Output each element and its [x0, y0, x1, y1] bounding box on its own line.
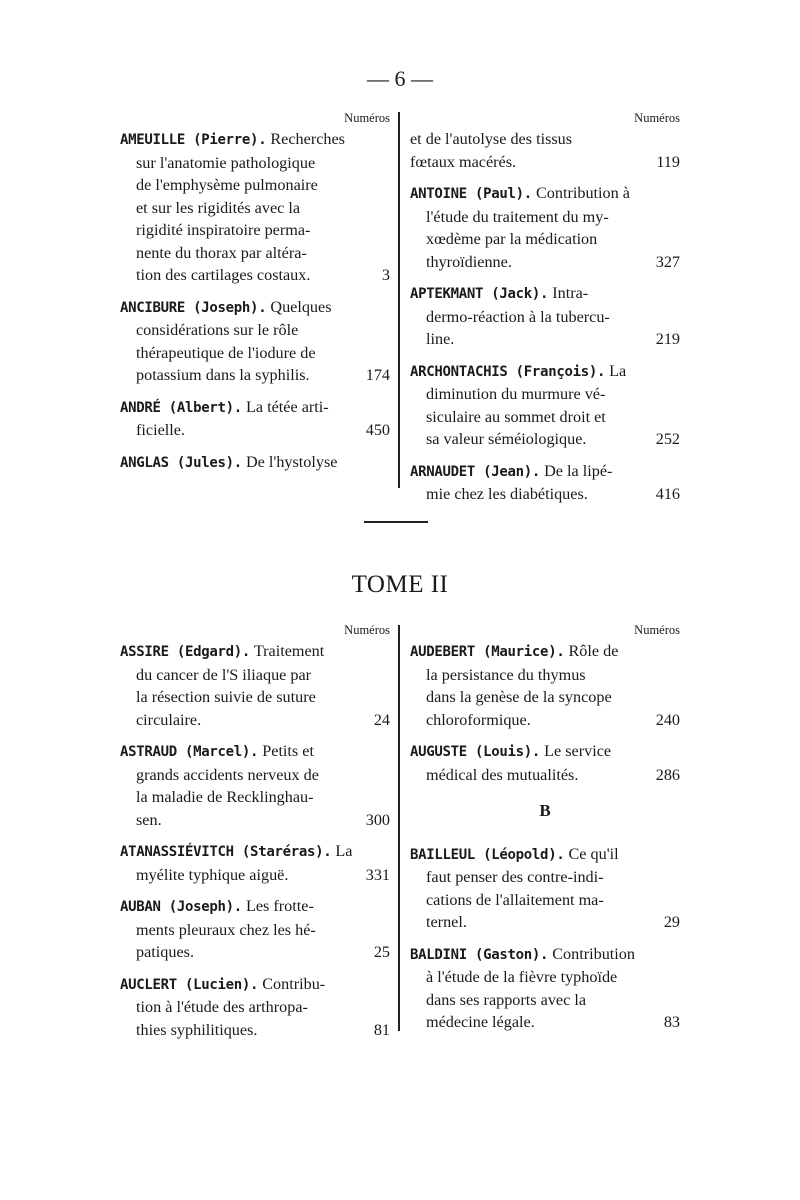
index-entry	[120, 451, 390, 475]
entry-text-line: considérations sur le rôle	[136, 321, 299, 339]
section2-right-column	[410, 622, 680, 1043]
entry-number: 81	[373, 1020, 390, 1039]
index-entry	[120, 640, 390, 731]
entry-text-line: sur l'anatomie pathologique	[136, 153, 316, 172]
entry-text-line: ternel.	[426, 913, 467, 931]
entry-text-line: dermo-réaction à la tubercu-	[426, 307, 610, 326]
author-name: ATANASSIÉVITCH (Staréras).	[120, 844, 332, 860]
entry-text-line: la persistance du thymus	[426, 665, 586, 684]
entry-text: La	[609, 361, 627, 380]
column-divider	[398, 112, 400, 488]
entry-text: Traitement	[253, 642, 325, 660]
entry-first-line	[410, 282, 680, 306]
index-entry	[120, 396, 390, 442]
entry-first-line	[410, 460, 680, 484]
entry-number: 252	[655, 430, 680, 448]
author-name: AUGUSTE (Louis).	[410, 744, 541, 760]
entry-first-line	[120, 840, 390, 864]
entry-number: 240	[655, 710, 680, 729]
entry-first-line	[410, 360, 680, 384]
column-divider	[398, 625, 400, 1031]
entry-text: De la lipé-	[544, 461, 613, 480]
author-name: AUCLERT (Lucien).	[120, 976, 259, 993]
entry-text: Ce qu'il	[568, 844, 619, 863]
entry-text-line: à l'étude de la fièvre typhoïde	[426, 968, 618, 986]
entry-text-line: patiques.	[136, 943, 194, 961]
entry-number: 119	[656, 152, 680, 171]
entry-text-line: rigidité inspiratoire perma-	[136, 221, 311, 239]
entry-text: Petits et	[262, 742, 314, 760]
index-entry	[120, 895, 390, 964]
entry-first-line	[410, 843, 680, 867]
entry-text-line: xœdème par la médication	[426, 230, 598, 248]
entry-first-line	[120, 128, 390, 152]
index-entry	[120, 740, 390, 831]
entry-number: 25	[373, 943, 390, 961]
entry-first-line	[120, 396, 390, 420]
entry-first-line	[120, 451, 390, 475]
index-entry	[410, 128, 680, 173]
entry-number: 327	[655, 252, 680, 271]
entry-text-line: la résection suivie de suture	[136, 688, 316, 706]
index-entry	[120, 840, 390, 886]
entry-number: 29	[663, 913, 680, 931]
entry-text: Quelques	[270, 297, 332, 316]
entry-text: Le service	[544, 742, 612, 760]
entry-number: 286	[655, 765, 680, 784]
entry-text-line: circulaire.	[136, 710, 202, 729]
entry-text-line: fœtaux macérés.	[410, 152, 517, 171]
index-entry	[410, 740, 680, 786]
entry-first-line	[410, 943, 680, 967]
entry-number: 219	[655, 330, 680, 348]
entry-text-line: tion à l'étude des arthropa-	[136, 998, 308, 1016]
author-name: BALDINI (Gaston).	[410, 946, 549, 963]
index-entry	[120, 296, 390, 387]
entry-text-line: l'étude du traitement du my-	[426, 207, 609, 226]
entry-text: Recherches	[270, 130, 345, 148]
entry-first-line	[410, 182, 680, 206]
author-name: AUDEBERT (Maurice).	[410, 644, 565, 660]
entry-text: Contribution	[552, 944, 635, 963]
entry-number: 24	[373, 710, 390, 729]
entry-text-line: myélite typhique aiguë.	[136, 865, 289, 884]
entry-number: 174	[365, 366, 390, 384]
entry-text: La tétée arti-	[245, 397, 329, 416]
author-name: APTEKMANT (Jack).	[410, 286, 549, 302]
entry-text-line: dans la genèse de la syncope	[426, 688, 612, 706]
entry-text-line: mie chez les diabétiques.	[426, 485, 588, 503]
entry-text-line: potassium dans la syphilis.	[136, 366, 310, 384]
entry-number: 3	[381, 266, 390, 284]
author-name: ANGLAS (Jules).	[120, 454, 242, 471]
entry-first-line	[120, 296, 390, 320]
entry-text-line: médical des mutualités.	[426, 765, 579, 784]
section1-left-column	[120, 110, 390, 483]
author-name: ANTOINE (Paul).	[410, 186, 532, 202]
tome-title: TOME II	[351, 571, 449, 598]
index-entry	[410, 360, 680, 451]
entry-number: 331	[365, 865, 390, 884]
entry-text-line: la maladie de Recklinghau-	[136, 788, 314, 806]
section1-right-column	[410, 110, 680, 515]
entry-text-line: et de l'autolyse des tissus	[410, 130, 573, 148]
entry-text-line: thies syphilitiques.	[136, 1020, 258, 1039]
author-name: ASSIRE (Edgard).	[120, 644, 251, 660]
section-divider	[364, 521, 428, 523]
entry-number: 83	[663, 1013, 680, 1031]
entry-text-line: faut penser des contre-indi-	[426, 868, 604, 886]
entry-text-line: thyroïdienne.	[426, 252, 512, 271]
author-name: AMEUILLE (Pierre).	[120, 132, 267, 148]
entry-text-line: ments pleuraux chez les hé-	[136, 920, 316, 939]
entry-number: 416	[655, 485, 680, 503]
page-number: — 6 —	[367, 66, 433, 91]
index-entry	[410, 282, 680, 351]
entry-text-line: de l'emphysème pulmonaire	[136, 176, 318, 194]
author-name: ANCIBURE (Joseph).	[120, 299, 267, 316]
index-entry	[410, 943, 680, 1034]
entry-text: Contribution à	[535, 184, 630, 202]
entry-text-line: ficielle.	[136, 421, 185, 439]
author-name: AUBAN (Joseph).	[120, 899, 242, 915]
letter-heading: B	[539, 801, 551, 820]
numeros-label: Numéros	[344, 623, 390, 637]
entry-text-line: sa valeur séméiologique.	[426, 430, 587, 448]
entry-number: 300	[365, 810, 390, 829]
section2-left-column	[120, 622, 390, 1050]
entry-text-line: thérapeutique de l'iodure de	[136, 343, 316, 362]
entry-text-line: tion des cartilages costaux.	[136, 266, 311, 284]
entry-text-line: chloroformique.	[426, 710, 531, 729]
entry-text-line: nente du thorax par altéra-	[136, 243, 307, 262]
entry-text-line: du cancer de l'S iliaque par	[136, 665, 312, 684]
entry-first-line	[120, 740, 390, 764]
entry-first-line	[410, 640, 680, 664]
entry-text: Intra-	[552, 284, 589, 302]
entry-text: La	[335, 842, 353, 860]
entry-number: 450	[365, 421, 390, 439]
entry-first-line	[410, 740, 680, 764]
entry-text-line: médecine légale.	[426, 1013, 535, 1031]
entry-text: Rôle de	[568, 642, 619, 660]
index-entry	[410, 640, 680, 731]
entry-text-line: siculaire au sommet droit et	[426, 407, 606, 426]
author-name: ARNAUDET (Jean).	[410, 463, 541, 480]
entry-text-line: diminution du murmure vé-	[426, 385, 606, 403]
author-name: ASTRAUD (Marcel).	[120, 744, 259, 760]
entry-first-line	[120, 640, 390, 664]
index-entry	[410, 843, 680, 934]
entry-text-line: grands accidents nerveux de	[136, 765, 319, 784]
entry-text-line: dans ses rapports avec la	[426, 990, 587, 1009]
entry-text-line: et sur les rigidités avec la	[136, 198, 301, 217]
index-entry	[120, 128, 390, 287]
numeros-label: Numéros	[344, 111, 390, 125]
entry-text-line: sen.	[136, 810, 162, 829]
entry-text: Contribu-	[262, 974, 326, 993]
index-entry	[410, 460, 680, 506]
index-entry	[120, 973, 390, 1042]
entry-text-line: cations de l'allaitement ma-	[426, 890, 604, 909]
entry-first-line	[120, 895, 390, 919]
author-name: BAILLEUL (Léopold).	[410, 846, 565, 863]
author-name: ARCHONTACHIS (François).	[410, 363, 606, 380]
author-name: ANDRÉ (Albert).	[120, 399, 242, 416]
numeros-label: Numéros	[634, 111, 680, 125]
entry-text-line: line.	[426, 330, 455, 348]
entry-text: De l'hystolyse	[245, 452, 338, 471]
index-entry	[410, 182, 680, 273]
numeros-label: Numéros	[634, 623, 680, 637]
entry-text: Les frotte-	[245, 897, 314, 915]
entry-first-line	[120, 973, 390, 997]
